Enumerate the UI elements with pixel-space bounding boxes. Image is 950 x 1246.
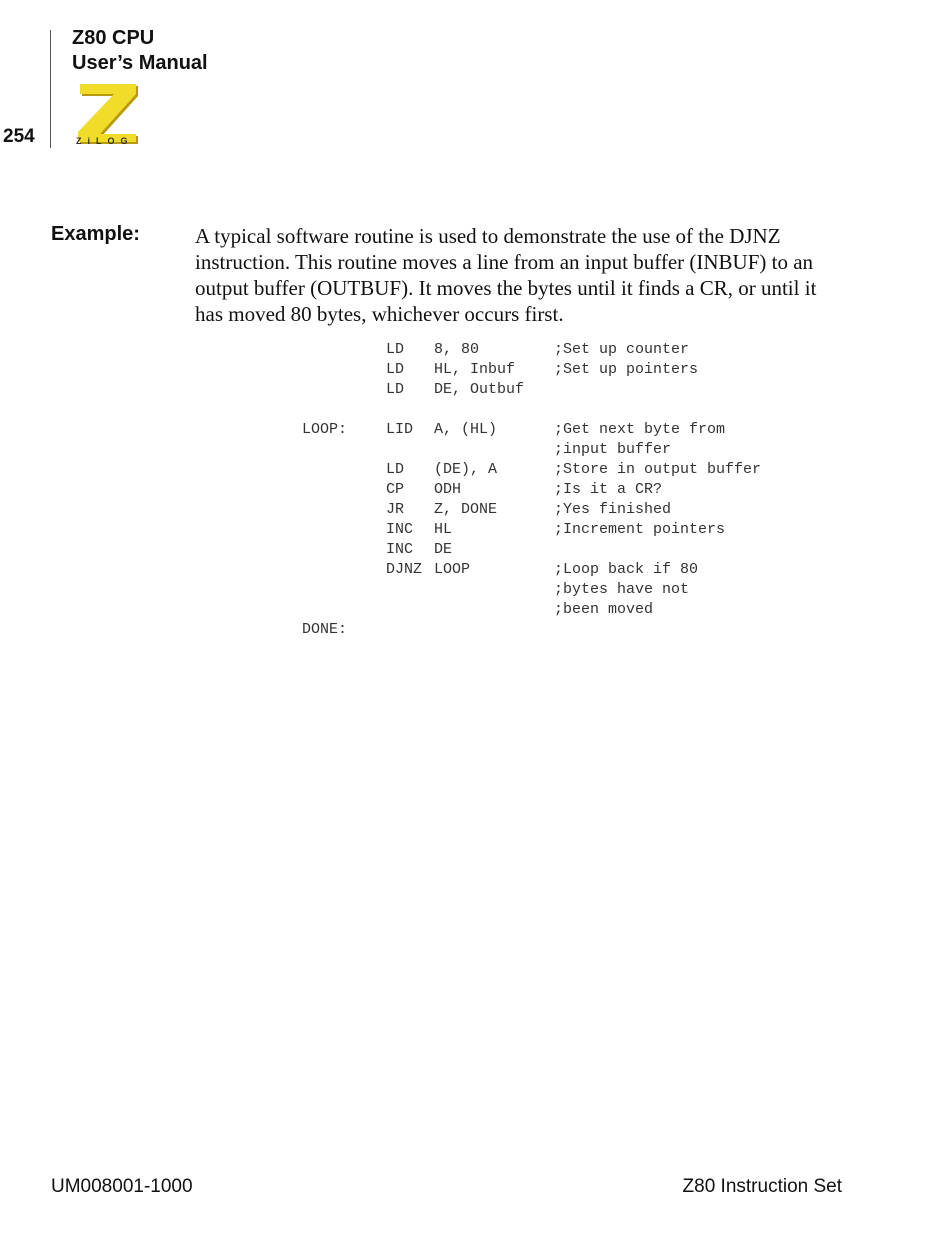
code-opcode: [386, 400, 434, 420]
code-label: [302, 440, 386, 460]
footer-section-title: Z80 Instruction Set: [682, 1176, 842, 1197]
code-line: [302, 460, 761, 480]
code-opcode: [386, 620, 434, 640]
code-line: [302, 620, 761, 640]
code-opcode: DJNZ: [386, 561, 423, 578]
logo-wordmark: ZiLOG: [76, 136, 134, 146]
code-operands: ODH: [434, 481, 462, 498]
code-comment: ;input buffer: [554, 441, 672, 458]
example-label: Example:: [51, 223, 140, 245]
code-operands: [434, 620, 554, 640]
code-opcode: CP: [386, 481, 405, 498]
code-opcode: JR: [386, 501, 405, 518]
code-label: [302, 520, 386, 540]
code-label: [302, 480, 386, 500]
document-title: [72, 26, 208, 76]
code-comment: ;been moved: [554, 601, 654, 618]
code-comment: ;Increment pointers: [554, 521, 726, 538]
code-line: [302, 560, 761, 580]
code-comment: ;Set up pointers: [554, 361, 699, 378]
code-operands: [434, 440, 554, 460]
code-operands: HL: [434, 521, 453, 538]
code-label: [302, 380, 386, 400]
code-label: [302, 360, 386, 380]
code-label: [302, 340, 386, 360]
code-comment: ;Get next byte from: [554, 421, 726, 438]
code-line: [302, 420, 761, 440]
code-label: [302, 500, 386, 520]
code-operands: A, (HL): [434, 421, 498, 438]
code-label: [302, 460, 386, 480]
code-line: [302, 440, 761, 460]
code-operands: LOOP: [434, 561, 471, 578]
code-opcode: LD: [386, 461, 405, 478]
code-label: [302, 560, 386, 580]
code-line: [302, 500, 761, 520]
code-line: [302, 480, 761, 500]
code-line: [302, 340, 761, 360]
code-label: LOOP:: [302, 421, 348, 438]
code-opcode: INC: [386, 521, 414, 538]
code-label: DONE:: [302, 621, 348, 638]
code-operands: [434, 580, 554, 600]
footer-document-id: UM008001-1000: [51, 1176, 193, 1197]
code-operands: DE, Outbuf: [434, 381, 525, 398]
page-number: 254: [3, 126, 35, 147]
code-operands: DE: [434, 541, 453, 558]
code-operands: Z, DONE: [434, 501, 498, 518]
code-comment: ;Loop back if 80: [554, 561, 699, 578]
code-label: [302, 400, 386, 420]
code-line: [302, 400, 761, 420]
code-line: [302, 580, 761, 600]
code-opcode: INC: [386, 541, 414, 558]
code-line: [302, 380, 761, 400]
code-operands: [434, 600, 554, 620]
code-opcode: [386, 440, 434, 460]
example-text-line: output buffer (OUTBUF). It moves the bytes until it finds a CR, or until it: [195, 276, 817, 300]
code-label: [302, 540, 386, 560]
code-operands: [434, 400, 554, 420]
example-description: [195, 223, 845, 327]
example-text-line: has moved 80 bytes, whichever occurs first.: [195, 302, 564, 326]
title-line-manual: User’s Manual: [72, 52, 208, 74]
code-operands: (DE), A: [434, 461, 498, 478]
code-opcode: LD: [386, 341, 405, 358]
code-opcode: LD: [386, 361, 405, 378]
code-opcode: LD: [386, 381, 405, 398]
code-operands: 8, 80: [434, 341, 480, 358]
code-label: [302, 600, 386, 620]
code-comment: ;Set up counter: [554, 341, 690, 358]
code-opcode: [386, 600, 434, 620]
code-comment: ;Store in output buffer: [554, 461, 762, 478]
code-operands: HL, Inbuf: [434, 361, 516, 378]
code-opcode: LID: [386, 421, 414, 438]
code-listing: [302, 340, 761, 640]
code-comment: ;bytes have not: [554, 581, 690, 598]
code-line: [302, 540, 761, 560]
code-label: [302, 580, 386, 600]
code-comment: ;Is it a CR?: [554, 481, 663, 498]
code-line: [302, 600, 761, 620]
example-text-line: A typical software routine is used to demonstrate the use of the DJNZ: [195, 224, 781, 248]
code-comment: ;Yes finished: [554, 501, 672, 518]
header-divider: [50, 30, 51, 148]
code-line: [302, 520, 761, 540]
code-line: [302, 360, 761, 380]
example-text-line: instruction. This routine moves a line from an input buffer (INBUF) to an: [195, 250, 814, 274]
title-line-product: Z80 CPU: [72, 27, 155, 49]
code-opcode: [386, 580, 434, 600]
